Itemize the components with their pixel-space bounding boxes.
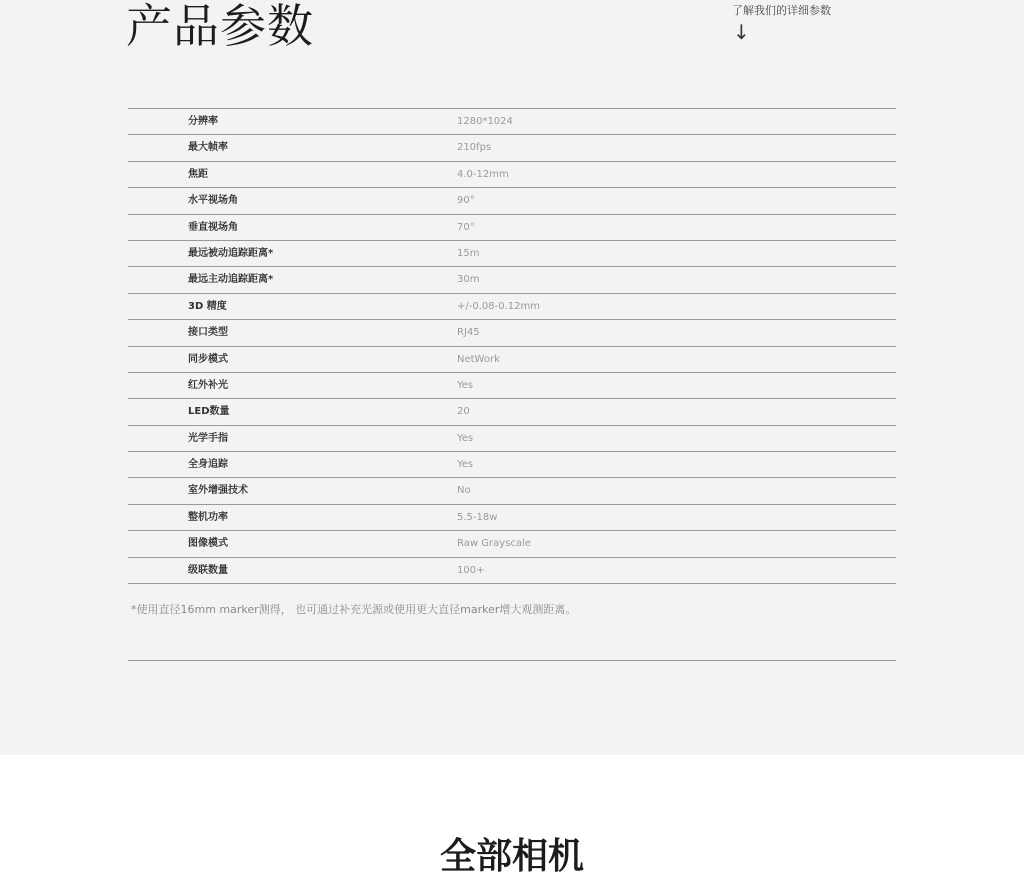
spec-value: Yes xyxy=(457,432,474,444)
spec-value: 15m xyxy=(457,247,480,259)
page-title: 产品参数 xyxy=(126,0,314,53)
spec-label: 接口类型 xyxy=(188,327,228,339)
spec-row xyxy=(128,135,896,161)
spec-label: 焦距 xyxy=(188,168,208,180)
spec-row xyxy=(128,241,896,267)
spec-label: 水平视场角 xyxy=(188,195,238,207)
spec-row xyxy=(128,215,896,241)
spec-value: Yes xyxy=(457,379,474,391)
spec-row xyxy=(128,109,896,135)
spec-value: Raw Grayscale xyxy=(457,538,531,550)
spec-value: No xyxy=(457,485,471,497)
spec-row xyxy=(128,505,896,531)
spec-value: +/-0.08-0.12mm xyxy=(457,300,540,312)
arrow-down-icon[interactable]: ↓ xyxy=(733,20,750,44)
spec-value: 30m xyxy=(457,274,480,286)
spec-label: LED数量 xyxy=(188,406,230,418)
footnote: *使用直径16mm marker测得， 也可通过补充光源或使用更大直径marker增大观测距离。 xyxy=(131,603,577,616)
spec-label: 分辨率 xyxy=(188,116,218,127)
spec-label: 室外增强技术 xyxy=(188,485,248,497)
spec-value: 90° xyxy=(457,195,475,207)
spec-row xyxy=(128,426,896,452)
spec-label: 3D 精度 xyxy=(188,300,227,312)
spec-value: 5.5-18w xyxy=(457,511,498,523)
spec-row xyxy=(128,162,896,188)
spec-row xyxy=(128,347,896,373)
spec-label: 垂直视场角 xyxy=(188,221,238,233)
spec-row xyxy=(128,399,896,425)
spec-row xyxy=(128,320,896,346)
spec-label: 全身追踪 xyxy=(188,459,228,471)
spec-row xyxy=(128,558,896,584)
spec-row xyxy=(128,294,896,320)
spec-label: 最远被动追踪距离* xyxy=(188,247,274,259)
spec-row xyxy=(128,373,896,399)
spec-label: 同步模式 xyxy=(188,353,228,365)
spec-row xyxy=(128,188,896,214)
spec-value: 20 xyxy=(457,406,470,418)
detail-params-link[interactable]: 了解我们的详细参数 xyxy=(732,4,831,17)
spec-row xyxy=(128,478,896,504)
spec-label: 图像模式 xyxy=(188,538,228,550)
all-cameras-title: 全部相机 xyxy=(439,836,584,877)
spec-value: 4.0-12mm xyxy=(457,168,509,180)
spec-value: 100+ xyxy=(457,564,485,576)
spec-label: 整机功率 xyxy=(188,511,228,523)
spec-row xyxy=(128,531,896,557)
spec-label: 最远主动追踪距离* xyxy=(188,274,274,286)
spec-label: 光学手指 xyxy=(188,432,228,444)
spec-label: 最大帧率 xyxy=(188,142,228,154)
spec-table xyxy=(128,108,896,584)
spec-value: RJ45 xyxy=(457,327,480,339)
spec-value: Yes xyxy=(457,459,474,471)
spec-value: 70° xyxy=(457,221,475,233)
spec-value: NetWork xyxy=(457,353,500,365)
spec-value: 1280*1024 xyxy=(457,116,513,127)
spec-row xyxy=(128,267,896,293)
spec-label: 级联数量 xyxy=(188,564,228,576)
spec-value: 210fps xyxy=(457,142,492,154)
divider xyxy=(128,660,896,661)
spec-label: 红外补光 xyxy=(188,379,228,391)
spec-row xyxy=(128,452,896,478)
